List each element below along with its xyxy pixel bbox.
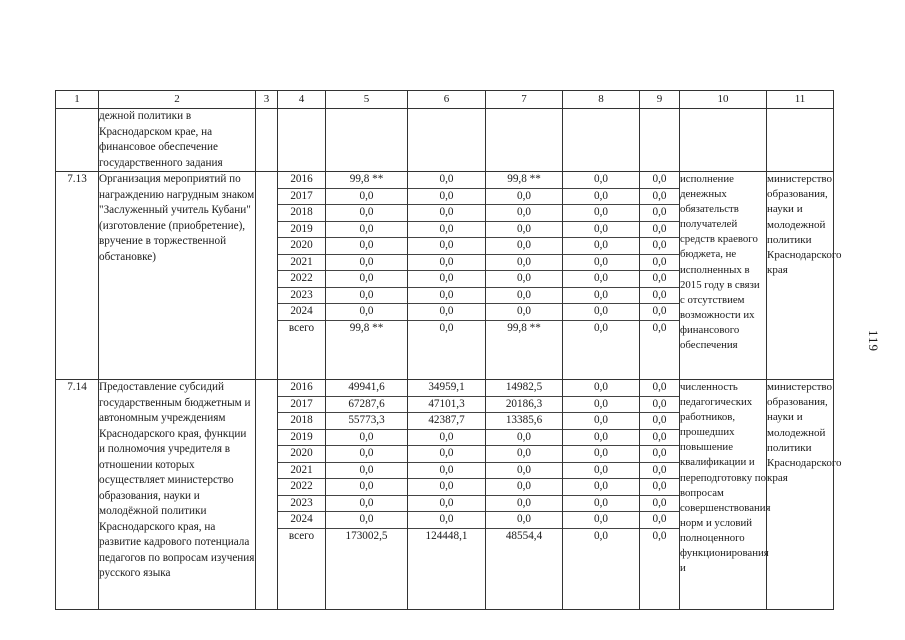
federal-funding-list xyxy=(408,172,485,336)
value-cell: 0,0 xyxy=(640,396,679,413)
value-cell: 0,0 xyxy=(326,254,407,271)
value-cell: 0,0 xyxy=(652,173,667,185)
value-cell: 0,0 xyxy=(594,173,608,185)
column-header: 10 xyxy=(680,91,767,109)
value-cell: 0,0 xyxy=(326,221,407,238)
value-cell: 0,0 xyxy=(563,287,639,304)
row-code: 7.13 xyxy=(56,172,99,380)
column-header: 4 xyxy=(278,91,326,109)
total-funding-list xyxy=(326,172,407,336)
year-list xyxy=(278,172,325,336)
column-header: 5 xyxy=(326,91,408,109)
value-cell: 99,8 ** xyxy=(486,320,562,337)
value-cell: 2019 xyxy=(278,221,325,238)
local-funding-list xyxy=(563,172,639,336)
value-cell: 0,0 xyxy=(326,287,407,304)
value-cell: 0,0 xyxy=(326,445,407,462)
value-cell: 0,0 xyxy=(563,254,639,271)
column-header: 3 xyxy=(256,91,278,109)
value-cell: 0,0 xyxy=(563,528,639,545)
value-cell: 0,0 xyxy=(640,462,679,479)
value-cell: 0,0 xyxy=(563,495,639,512)
row-code: 7.14 xyxy=(56,380,99,610)
value-cell: 0,0 xyxy=(408,495,485,512)
column-header: 8 xyxy=(563,91,640,109)
value-cell: 0,0 xyxy=(486,429,562,446)
value-cell: 0,0 xyxy=(439,173,454,185)
value-cell: 0,0 xyxy=(563,511,639,528)
value-cell: 0,0 xyxy=(326,462,407,479)
value-cell: 0,0 xyxy=(594,381,608,393)
value-cell: 0,0 xyxy=(408,511,485,528)
value-cell: 0,0 xyxy=(640,237,679,254)
value-cell: 0,0 xyxy=(640,188,679,205)
expected-result: численность педагогических работников, прошедших повышение квалификации и переподготовку по вопросам совершенствования норм и условий полноценного функционирования и xyxy=(680,380,767,610)
federal-funding-list xyxy=(408,380,485,544)
value-cell: 0,0 xyxy=(408,221,485,238)
value-cell: 2016 xyxy=(290,173,313,185)
value-cell: 0,0 xyxy=(640,270,679,287)
value-cell: 0,0 xyxy=(408,320,485,337)
value-cell: 42387,7 xyxy=(408,412,485,429)
value-cell: 0,0 xyxy=(326,204,407,221)
continuation-row xyxy=(56,109,834,172)
value-cell: 2023 xyxy=(278,495,325,512)
value-cell: 0,0 xyxy=(326,303,407,320)
executor: министерство образования, науки и молодежной политики Краснодарского края xyxy=(767,380,834,610)
value-cell: 0,0 xyxy=(486,462,562,479)
value-cell: 0,0 xyxy=(486,478,562,495)
value-cell: 2024 xyxy=(278,303,325,320)
value-cell: 0,0 xyxy=(563,396,639,413)
value-cell: 13385,6 xyxy=(486,412,562,429)
total-funding-list xyxy=(326,380,407,544)
value-cell: 2017 xyxy=(278,188,325,205)
value-cell: 99,8 ** xyxy=(349,173,384,185)
value-cell: 0,0 xyxy=(486,495,562,512)
column-header: 11 xyxy=(767,91,834,109)
value-cell: 0,0 xyxy=(640,528,679,545)
value-cell: 34959,1 xyxy=(428,381,465,393)
program-table xyxy=(55,90,842,610)
value-cell: 0,0 xyxy=(408,303,485,320)
value-cell: 2022 xyxy=(278,478,325,495)
value-cell: 0,0 xyxy=(563,478,639,495)
value-cell: 0,0 xyxy=(563,237,639,254)
value-cell: 0,0 xyxy=(486,237,562,254)
value-cell: 0,0 xyxy=(326,237,407,254)
value-cell: 0,0 xyxy=(563,188,639,205)
value-cell: 2016 xyxy=(290,381,313,393)
value-cell: 0,0 xyxy=(563,270,639,287)
value-cell: 67287,6 xyxy=(326,396,407,413)
value-cell: 0,0 xyxy=(640,429,679,446)
value-cell: 0,0 xyxy=(408,188,485,205)
value-cell: 0,0 xyxy=(640,511,679,528)
value-cell: 0,0 xyxy=(640,287,679,304)
value-cell: 0,0 xyxy=(408,429,485,446)
value-cell: 0,0 xyxy=(486,511,562,528)
column-header: 9 xyxy=(640,91,680,109)
value-cell: 2019 xyxy=(278,429,325,446)
value-cell: 0,0 xyxy=(640,320,679,337)
value-cell: 0,0 xyxy=(408,237,485,254)
value-cell: 2020 xyxy=(278,237,325,254)
extrabudget-funding-list xyxy=(640,172,679,336)
value-cell: 0,0 xyxy=(640,412,679,429)
value-cell: 0,0 xyxy=(408,204,485,221)
value-cell: 2020 xyxy=(278,445,325,462)
value-cell: 0,0 xyxy=(563,221,639,238)
value-cell: 2018 xyxy=(278,204,325,221)
value-cell: 0,0 xyxy=(563,429,639,446)
value-cell: 0,0 xyxy=(326,511,407,528)
value-cell: 0,0 xyxy=(486,270,562,287)
value-cell: 0,0 xyxy=(563,412,639,429)
value-cell: 2022 xyxy=(278,270,325,287)
regional-funding-list xyxy=(486,172,562,336)
value-cell: 0,0 xyxy=(563,320,639,337)
value-cell: 0,0 xyxy=(640,495,679,512)
column-header: 1 xyxy=(56,91,99,109)
value-cell: 0,0 xyxy=(326,270,407,287)
value-cell: 14982,5 xyxy=(505,381,543,393)
continuation-text: дежной политики в Краснодарском крае, на финансовое обеспечение государственного задания xyxy=(99,109,256,172)
value-cell: 0,0 xyxy=(408,254,485,271)
value-cell: 0,0 xyxy=(652,381,667,393)
value-cell: 0,0 xyxy=(326,478,407,495)
value-cell: 0,0 xyxy=(563,445,639,462)
value-cell: 124448,1 xyxy=(408,528,485,545)
year-list xyxy=(278,380,325,544)
value-cell: 48554,4 xyxy=(486,528,562,545)
value-cell: 0,0 xyxy=(563,303,639,320)
value-cell: 2021 xyxy=(278,462,325,479)
activity-name: Организация мероприятий по награждению нагрудным знаком "Заслуженный учитель Кубани" (изготовление (приобретение), вручение в торжественной обстановке) xyxy=(99,172,256,380)
value-cell: 0,0 xyxy=(640,221,679,238)
value-cell: 2018 xyxy=(278,412,325,429)
value-cell: 0,0 xyxy=(640,303,679,320)
column-header: 6 xyxy=(408,91,486,109)
value-cell: 0,0 xyxy=(486,254,562,271)
value-cell: 55773,3 xyxy=(326,412,407,429)
value-cell: 20186,3 xyxy=(486,396,562,413)
extrabudget-funding-list xyxy=(640,380,679,544)
value-cell: 0,0 xyxy=(486,303,562,320)
value-cell: 99,8 ** xyxy=(326,320,407,337)
value-cell: 0,0 xyxy=(486,204,562,221)
value-cell: 0,0 xyxy=(408,462,485,479)
value-cell: 0,0 xyxy=(563,462,639,479)
value-cell: 173002,5 xyxy=(326,528,407,545)
page-number: 119 xyxy=(866,329,882,353)
value-cell: 0,0 xyxy=(408,478,485,495)
value-cell: 0,0 xyxy=(486,287,562,304)
value-cell: 0,0 xyxy=(408,270,485,287)
value-cell: 0,0 xyxy=(326,429,407,446)
column-number-row xyxy=(56,91,834,109)
value-cell: всего xyxy=(278,528,325,545)
value-cell: 47101,3 xyxy=(408,396,485,413)
table-row-7-14 xyxy=(56,380,834,610)
value-cell: всего xyxy=(278,320,325,337)
value-cell: 2024 xyxy=(278,511,325,528)
value-cell: 0,0 xyxy=(640,204,679,221)
value-cell: 2017 xyxy=(278,396,325,413)
local-funding-list xyxy=(563,380,639,544)
column-header: 7 xyxy=(486,91,563,109)
value-cell: 49941,6 xyxy=(348,381,385,393)
value-cell: 0,0 xyxy=(640,445,679,462)
regional-funding-list xyxy=(486,380,562,544)
activity-name: Предоставление субсидий государственным бюджетным и автономным учреждениям Краснодарского края, функции и полномочия учредителя в отношении которых осуществляет министерство образования, науки и молодёжной политики Краснодарского края, на развитие кадрового потенциала педагогов по вопросам изучения русского языка xyxy=(99,380,256,610)
value-cell: 0,0 xyxy=(640,478,679,495)
value-cell: 2023 xyxy=(278,287,325,304)
column-header: 2 xyxy=(99,91,256,109)
value-cell: 0,0 xyxy=(326,188,407,205)
value-cell: 0,0 xyxy=(408,287,485,304)
value-cell: 0,0 xyxy=(640,254,679,271)
value-cell: 0,0 xyxy=(563,204,639,221)
value-cell: 99,8 ** xyxy=(507,173,541,185)
value-cell: 0,0 xyxy=(486,188,562,205)
value-cell: 2021 xyxy=(278,254,325,271)
value-cell: 0,0 xyxy=(486,445,562,462)
value-cell: 0,0 xyxy=(326,495,407,512)
expected-result: исполнение денежных обязательств получателей средств краевого бюджета, не исполненных в 2015 году в связи с отсутствием возможности их финансового обеспечения xyxy=(680,172,767,380)
executor: министерство образования, науки и молодежной политики Краснодарского края xyxy=(767,172,834,380)
value-cell: 0,0 xyxy=(486,221,562,238)
table-row-7-13 xyxy=(56,172,834,380)
value-cell: 0,0 xyxy=(408,445,485,462)
